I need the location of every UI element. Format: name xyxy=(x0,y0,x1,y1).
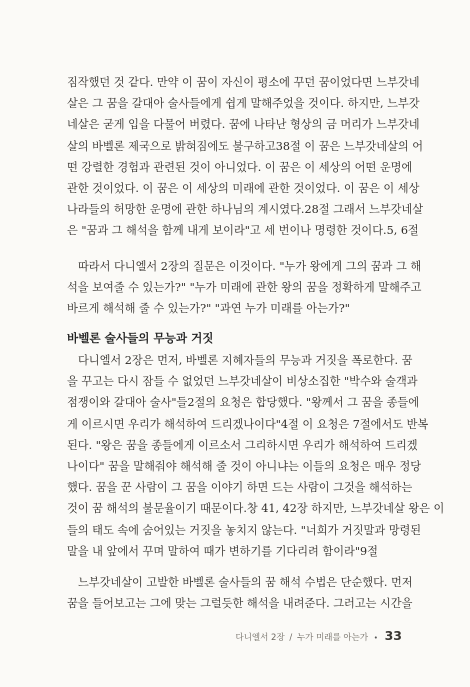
text-line: 나라들의 허망한 운명에 관한 하나님의 계시였다.28절 그래서 느부갓네살 xyxy=(67,203,424,217)
text-line: 된다. "왕은 꿈을 종들에게 이르소서 그리하시면 우리가 해석하여 드리겠 xyxy=(67,438,418,452)
text-line: 들의 태도 속에 숨어있는 거짓을 놓치지 않는다. "너희가 거짓말과 망령된 xyxy=(67,523,422,537)
paragraph xyxy=(67,72,424,242)
text-line: 것이 꿈 해석의 불문율이기 때문이다.창 41, 42장 하지만, 느부갓네살 왕은 이 xyxy=(67,502,445,516)
footer-separator: / xyxy=(289,633,293,643)
text-line: 짐작했던 것 같다. 만약 이 꿈이 자신이 평소에 꾸던 꿈이었다면 느부갓네 xyxy=(67,76,420,89)
text-line: 살은 그 꿈을 갈대아 술사들에게 쉽게 말해주었을 것이다. 하지만, 느부갓 xyxy=(67,97,420,111)
running-footer xyxy=(236,628,403,643)
text-line: 떤 강렬한 경험과 관련된 것이 아니었다. 이 꿈은 이 세상의 어떤 운명에 xyxy=(67,160,413,174)
text-line: 을 꾸고는 다시 잠들 수 없었던 느부갓네살이 비상소집한 "박수와 술객과 xyxy=(67,375,418,389)
footer-book: 다니엘서 2장 xyxy=(235,633,285,643)
paragraph xyxy=(67,256,422,320)
text-line: 나이다" 꿈을 말해줘야 해석해 줄 것이 아니냐는 이들의 요청은 매우 정당 xyxy=(67,459,422,473)
section-heading: 바벨론 술사들의 무능과 거짓 xyxy=(67,331,214,345)
text-line: 다니엘서 2장은 먼저, 바벨론 지혜자들의 무능과 거짓을 폭로한다. 꿈 xyxy=(78,354,413,367)
text-line: 느부갓네살이 고발한 바벨론 술사들의 꿈 해석 수법은 단순했다. 먼저 xyxy=(78,576,413,589)
text-line: 관한 것이었다. 이 꿈은 이 세상의 미래에 관한 것이었다. 이 꿈은 이 세상 xyxy=(67,181,420,195)
text-line: 은 "꿈과 그 해석을 함께 내게 보이라"고 세 번이나 명령한 것이다.5, 6절 xyxy=(67,224,419,238)
text-line: 살의 바벨론 제국으로 밝혀짐에도 불구하고38절 이 꿈은 느부갓네살의 어 xyxy=(67,139,424,153)
paragraph xyxy=(67,350,445,562)
footer-bullet: • xyxy=(373,634,378,642)
page-number: 33 xyxy=(384,628,402,643)
text-line: 점쟁이와 갈대아 술사"들2절의 요청은 합당했다. "왕께서 그 꿈을 종들에 xyxy=(67,396,420,410)
text-line: 바르게 해석해 줄 수 있는가?" "과연 누가 미래를 아는가?" xyxy=(67,302,350,316)
text-line: 말을 내 앞에서 꾸며 말하여 때가 변하기를 기다리려 함이라"9절 xyxy=(67,544,378,558)
text-line: 석을 보여줄 수 있는가?" "누가 미래에 관한 왕의 꿈을 정확하게 말해주고 xyxy=(67,281,422,295)
paragraph xyxy=(67,572,413,614)
text-line: 했다. 꿈을 꾼 사람이 그 꿈을 이야기 하면 드는 사람이 그것을 해석하는 xyxy=(67,481,413,495)
footer-chapter-title: 누가 미래를 아는가 xyxy=(296,633,369,643)
text-line: 따라서 다니엘서 2장의 질문은 이것이다. "누가 왕에게 그의 꿈과 그 해 xyxy=(78,260,422,273)
text-line: 네살은 굳게 입을 다물어 버렸다. 꿈에 나타난 형상의 금 머리가 느부갓네 xyxy=(67,118,420,132)
text-line: 꿈을 들어보고는 그에 맞는 그럴듯한 해석을 내려준다. 그러고는 시간을 xyxy=(67,597,413,611)
text-line: 게 이르시면 우리가 해석하여 드리겠나이다"4절 이 요청은 7절에서도 반복 xyxy=(67,417,429,431)
